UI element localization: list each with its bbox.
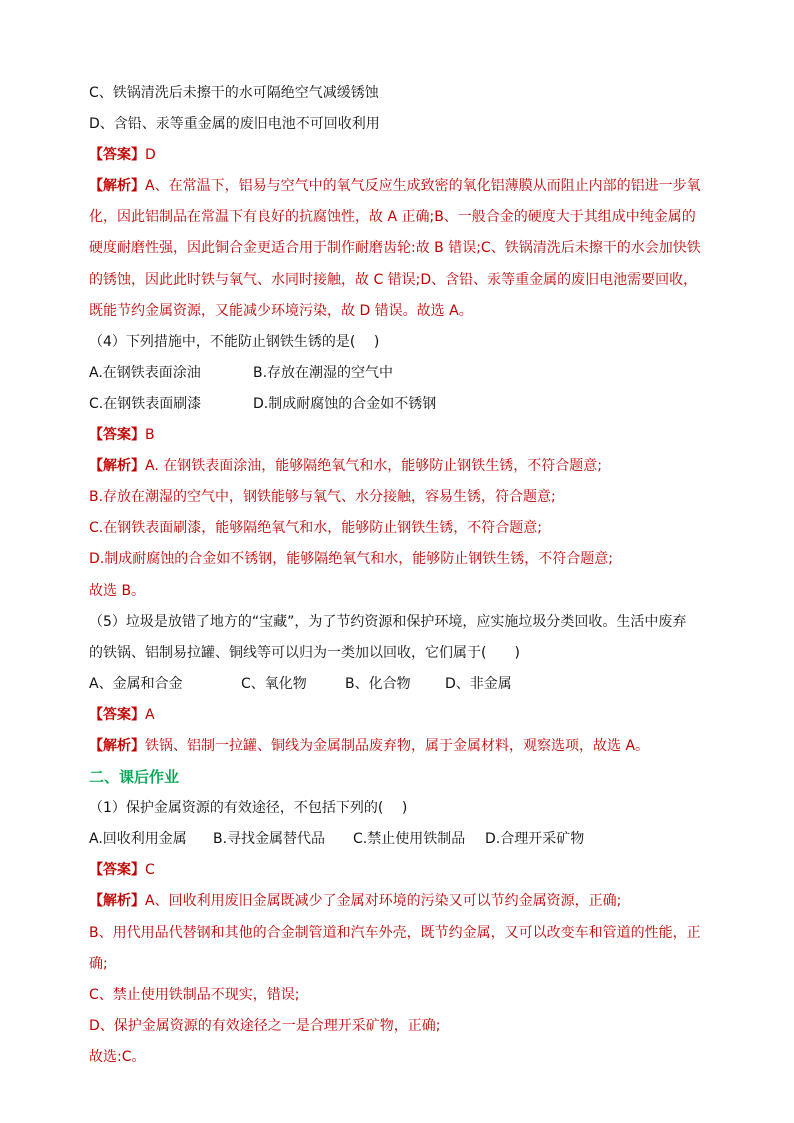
homework-explanation-1-line: C、禁止使用铁制品不现实，错误; (89, 986, 300, 1003)
option-d: D.合理开采矿物 (485, 831, 585, 848)
explanation-4-line: B.存放在潮湿的空气中，钢铁能够与氧气、水分接触，容易生锈，符合题意; (89, 489, 556, 506)
option-c: C.在钢铁表面刷漆 (89, 395, 202, 412)
option-a: A.回收利用金属 (89, 831, 187, 848)
explanation-5: 【解析】铁锅、铝制一拉罐、铜线为金属制品废弃物，属于金属材料，观察选项，故选 A。 (89, 737, 650, 754)
explanation-3-line: 化，因此铝制品在常温下有良好的抗腐蚀性，故 A 正确;B、一般合金的硬度大于其组成中纯金属的 (89, 209, 696, 226)
homework-answer-1 (89, 855, 709, 886)
homework-explanation-1: 【解析】A、回收利用废旧金属既减少了金属对环境的污染又可以节约金属资源，正确; (89, 893, 622, 910)
answer-tag: 【答案】 (89, 147, 145, 164)
explanation-tag: 【解析】 (89, 178, 145, 195)
answer-4 (89, 420, 709, 451)
question-5-line: 的铁锅、铝制易拉罐、铜线等可以归为一类加以回收，它们属于( ) (89, 644, 520, 661)
answer-value: D (145, 147, 156, 164)
option-a: A.在钢铁表面涂油 (89, 364, 201, 381)
question-4: （4）下列措施中，不能防止钢铁生锈的是( ) (89, 333, 380, 350)
explanation-4-line: 故选 B。 (89, 582, 146, 599)
option-d-line: D、含铅、汞等重金属的废旧电池不可回收利用 (89, 116, 380, 133)
homework-explanation-1-line: 确; (89, 955, 108, 972)
explanation-3-line: 硬度耐磨性强，因此铜合金更适合用于制作耐磨齿轮:故 B 错误;C、铁锅清洗后未擦干的水会加快铁 (89, 240, 701, 257)
explanation-4: 【解析】A. 在钢铁表面涂油，能够隔绝氧气和水，能够防止钢铁生锈，不符合题意; (89, 458, 602, 475)
answer-tag: 【答案】 (89, 427, 145, 444)
homework-explanation-1-line: 故选:C。 (89, 1048, 146, 1065)
document-content (89, 78, 709, 1073)
explanation-tag: 【解析】 (89, 893, 145, 910)
explanation-4-line: D.制成耐腐蚀的合金如不锈钢，能够隔绝氧气和水，能够防止钢铁生锈，不符合题意; (89, 551, 613, 568)
question-5: （5）垃圾是放错了地方的“宝藏”，为了节约资源和保护环境，应实施垃圾分类回收。生活中废弃 (89, 613, 687, 630)
option-b: B.存放在潮湿的空气中 (253, 364, 394, 381)
option-d: D.制成耐腐蚀的合金如不锈钢 (253, 395, 437, 412)
explanation-tag: 【解析】 (89, 458, 145, 475)
homework-question-1: （1）保护金属资源的有效途径，不包括下列的( ) (89, 800, 408, 817)
explanation-3-line: 既能节约金属资源，又能减少环境污染，故 D 错误。故选 A。 (89, 302, 473, 319)
option-a: A、金属和合金 (89, 675, 183, 692)
option-d: D、非金属 (445, 675, 512, 692)
question-4-options-cd (89, 389, 709, 420)
explanation-tag: 【解析】 (89, 737, 145, 754)
answer-3 (89, 140, 709, 171)
answer-value: C (145, 862, 155, 879)
section-heading: 二、课后作业 (89, 768, 180, 787)
homework-explanation-1-line: B、用代用品代替钢和其他的合金制管道和汽车外壳，既节约金属，又可以改变车和管道的性能，正 (89, 924, 701, 941)
explanation-3: 【解析】A、在常温下，铝易与空气中的氧气反应生成致密的氧化铝薄膜从而阻止内部的铝进一步氧 (89, 178, 701, 195)
answer-tag: 【答案】 (89, 706, 145, 723)
option-c: C.禁止使用铁制品 (353, 831, 466, 848)
answer-value: A (145, 706, 155, 723)
answer-tag: 【答案】 (89, 862, 145, 879)
homework-question-1-options (89, 824, 709, 855)
answer-5 (89, 700, 709, 731)
option-c-line: C、铁锅清洗后未擦干的水可隔绝空气减缓锈蚀 (89, 85, 379, 101)
homework-explanation-1-line: D、保护金属资源的有效途径之一是合理开采矿物，正确; (89, 1017, 441, 1034)
option-b: B、化合物 (345, 675, 411, 692)
question-4-options-ab (89, 358, 709, 389)
option-c: C、氧化物 (241, 675, 307, 692)
explanation-3-line: 的锈蚀，因此此时铁与氧气、水同时接触，故 C 错误;D、含铅、汞等重金属的废旧电池需要回收， (89, 271, 698, 288)
option-b: B.寻找金属替代品 (213, 831, 326, 848)
question-5-options (89, 669, 709, 700)
explanation-4-line: C.在钢铁表面刷漆，能够隔绝氧气和水，能够防止钢铁生锈，不符合题意; (89, 520, 542, 537)
answer-value: B (145, 427, 155, 444)
